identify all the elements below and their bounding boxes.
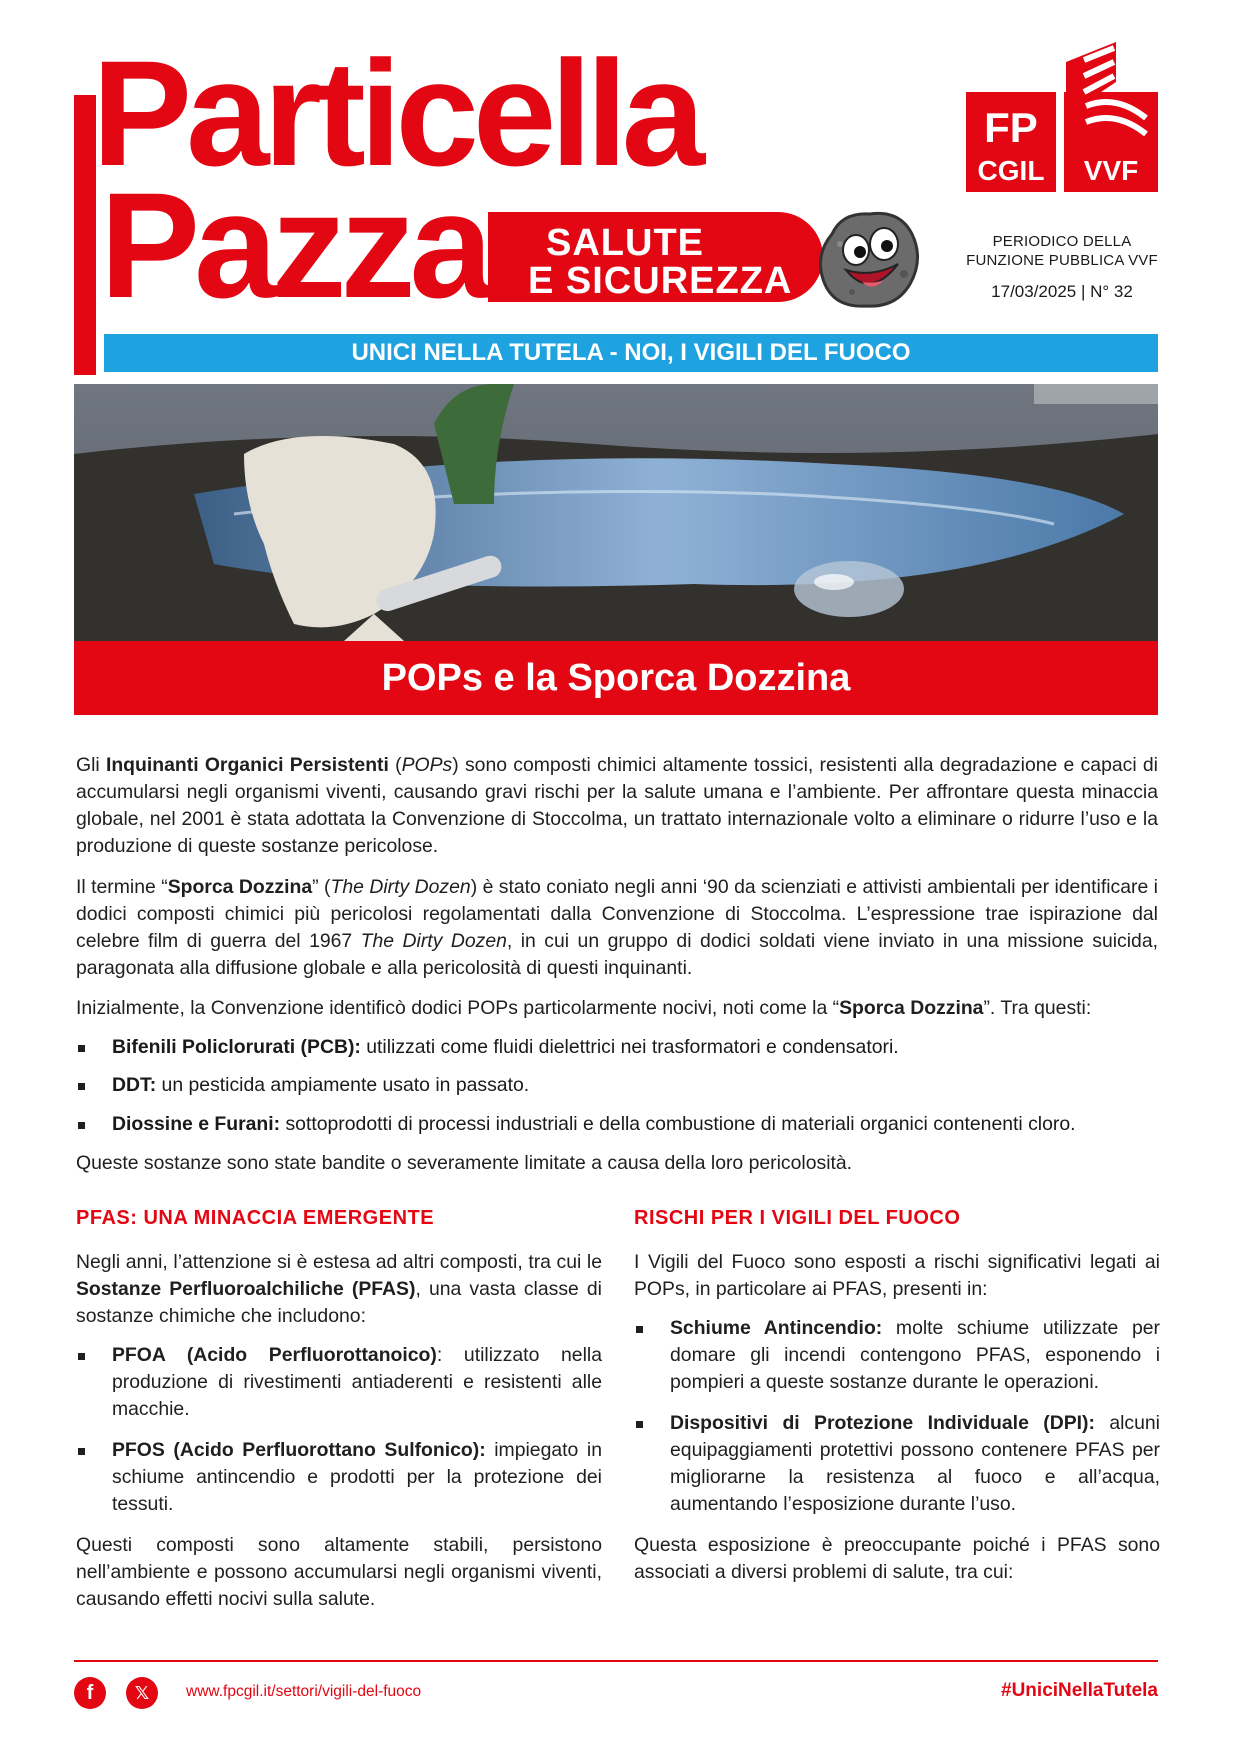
pfas-column [76,1205,602,1625]
list-item: Schiume Antincendio: molte schiume utilizzate per domare gli incendi contengono PFAS, esponendo i pompieri a queste sostanze durante le operazioni. [634,1315,1160,1396]
website-link[interactable]: www.fpcgil.it/settori/vigili-del-fuoco [186,1683,422,1700]
firefighter-risk-column [634,1205,1160,1598]
logo-vvf-text: VVF [1083,155,1139,186]
column-paragraph: Questa esposizione è preoccupante poiché i PFAS sono associati a diversi problemi di salute, tra cui: [634,1534,1160,1583]
hero-photo-water-sampling [74,384,1158,641]
issue-date-number: 17/03/2025 | N° 32 [991,282,1133,301]
list-item: DDT: un pesticida ampiamente usato in passato. [76,1072,1158,1099]
section-heading: RISCHI PER I VIGILI DEL FUOCO [634,1207,961,1229]
fp-cgil-vvf-logo [966,42,1158,192]
section-heading: PFAS: UNA MINACCIA EMERGENTE [76,1207,435,1229]
list-item: Diossine e Furani: sottoprodotti di processi industriali e della combustione di materiali organici contenenti cloro. [76,1111,1158,1138]
facebook-icon[interactable]: f [74,1677,106,1709]
x-twitter-icon[interactable]: 𝕏 [126,1677,158,1709]
hashtag: #UniciNellaTutela [1001,1680,1158,1701]
list-item: PFOS (Acido Perfluorottano Sulfonico): impiegato in schiume antincendio e prodotti per la protezione dei tessuti. [76,1437,602,1518]
logo-fp-text: FP [984,104,1038,151]
article-headline: POPs e la Sporca Dozzina [74,641,1158,715]
column-paragraph: Questi composti sono altamente stabili, persistono nell’ambiente e possono accumularsi negli organismi viventi, causando effetti nocivi sulla salute. [76,1534,602,1610]
intro-paragraph-1: Gli Inquinanti Organici Persistenti (POPs) sono composti chimici altamente tossici, resistenti alla degradazione e capaci di accumularsi negli organismi viventi, causando gravi rischi per la salute umana e l’ambiente. Per affrontare questa minaccia globale, nel 2001 è stata adottata la Convenzione di Stoccolma, un trattato internazionale volto a eliminare o ridurre l’uso e la produzione di queste sostanze pericolose. [76,754,1158,857]
particle-mascot-icon [812,204,924,314]
column-paragraph: I Vigili del Fuoco sono esposti a rischi significativi legati ai POPs, in particolare ai PFAS, presenti in: [634,1251,1160,1300]
intro-paragraph-2: Il termine “Sporca Dozzina” (The Dirty Dozen) è stato coniato negli anni ‘90 da scienziati e attivisti ambientali per identificare i dodici composti chimici più pericolosi regolamentati dalla Convenzione di Stoccolma. L’espressione trae ispirazione dal celebre film di guerra del 1967 The Dirty Dozen, in cui un gruppo di dodici soldati viene inviato in una missione suicida, paragonata alla diffusione globale e alla pericolosità di questi inquinanti. [76,876,1158,979]
pfas-list [76,1342,602,1518]
masthead-title-second-line: Pazza [100,161,487,329]
publication-descriptor: PERIODICO DELLA FUNZIONE PUBBLICA VVF [966,233,1158,269]
list-item: Dispositivi di Protezione Individuale (DPI): alcuni equipaggiamenti protettivi possono contenere PFAS per migliorarne la resistenza al fuoco e all’acqua, aumentando l’esposizione durante l’uso. [634,1410,1160,1518]
dirty-dozen-list [76,1072,1158,1099]
logo-cgil-text: CGIL [977,155,1045,186]
section-tag [488,212,823,302]
list-item: PFOA (Acido Perfluorottanoico): utilizzato nella produzione di rivestimenti antiaderenti e resistenti alle macchie. [76,1342,602,1423]
masthead-title: Particella [92,29,700,197]
section-tag-line2: E SICUREZZA [528,260,793,302]
section-tag-line1: SALUTE [546,222,704,264]
footer-divider [74,1660,1158,1662]
list-item: Bifenili Policlorurati (PCB): utilizzati come fluidi dielettrici nei trasformatori e condensatori. [76,1034,1158,1061]
dirty-dozen-list [76,1111,1158,1138]
slogan-band: UNICI NELLA TUTELA - NOI, I VIGILI DEL FUOCO [104,334,1158,372]
column-paragraph: Negli anni, l’attenzione si è estesa ad altri composti, tra cui le Sostanze Perfluoroalchiliche (PFAS), una vasta classe di sostanze chimiche che includono: [76,1251,602,1327]
intro-paragraph-4: Queste sostanze sono state bandite o severamente limitate a causa della loro pericolosità. [76,1152,853,1174]
intro-paragraph-3: Inizialmente, la Convenzione identificò dodici POPs particolarmente nocivi, noti come la “Sporca Dozzina”. Tra questi: [76,997,1092,1019]
risk-list [634,1315,1160,1518]
dirty-dozen-list [76,1034,1158,1061]
